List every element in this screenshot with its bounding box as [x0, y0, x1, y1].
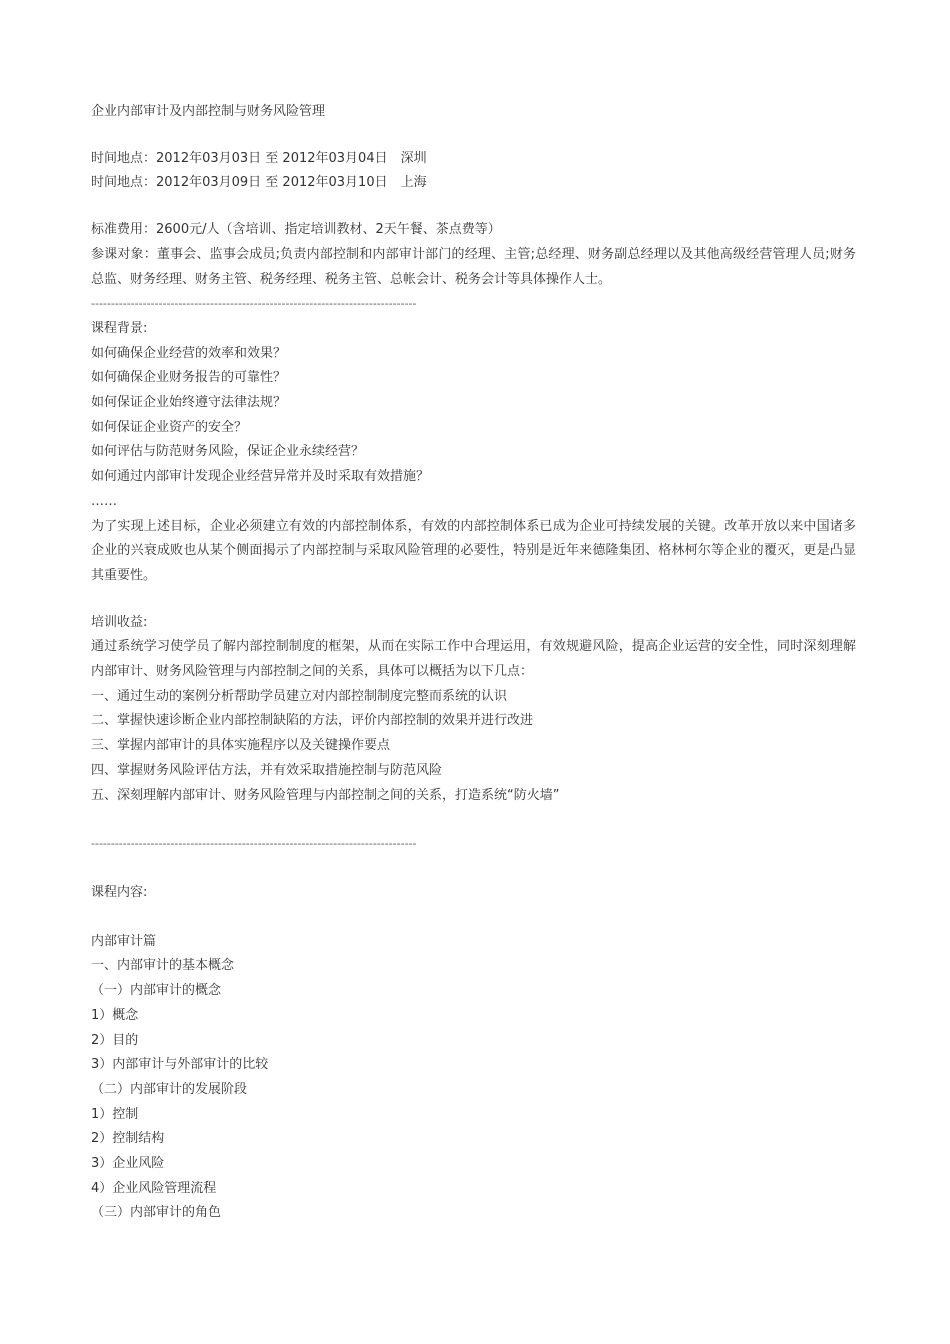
benefit-item: 三、掌握内部审计的具体实施程序以及关键操作要点: [91, 738, 391, 754]
benefits-heading: 培训收益:: [91, 614, 148, 630]
content-line: 4）企业风险管理流程: [91, 1180, 217, 1196]
content-heading: 课程内容:: [91, 884, 148, 900]
benefit-item: 四、掌握财务风险评估方法，并有效采取措施控制与防范风险: [91, 762, 443, 778]
background-question: 如何保证企业始终遵守法律法规？: [91, 395, 287, 411]
background-question: 如何通过内部审计发现企业经营异常并及时采取有效措施？: [91, 469, 430, 485]
document-body: [91, 100, 856, 1226]
content-section-title: 内部审计篇: [91, 933, 157, 949]
background-question: 如何评估与防范财务风险，保证企业永续经营？: [91, 444, 365, 460]
content-line: 2）目的: [91, 1032, 139, 1048]
divider-line: ----------------------------------------------------------------------------------: [91, 837, 417, 851]
divider-line: ----------------------------------------------------------------------------------: [91, 297, 417, 311]
background-paragraph: 为了实现上述目标，企业必须建立有效的内部控制体系，有效的内部控制体系已成为企业可持续发展的关键。改革开放以来中国诸多企业的兴衰成败也从某个侧面揭示了内部控制与采取风险管理的必要性，特别是近年来德隆集团、格林柯尔等企业的覆灭，更是凸显其重要性。: [91, 518, 856, 583]
spacer: [91, 196, 856, 218]
content-line: 1）概念: [91, 1007, 139, 1023]
content-line: 1）控制: [91, 1106, 139, 1122]
spacer: [91, 589, 856, 611]
schedule-shanghai: 时间地点：2012年03月09日 至 2012年03月10日 上海: [91, 175, 427, 191]
content-line: （二）内部审计的发展阶段: [91, 1081, 248, 1097]
content-line: 2）控制结构: [91, 1131, 165, 1147]
benefit-item: 一、通过生动的案例分析帮助学员建立对内部控制制度完整而系统的认识: [91, 688, 508, 704]
background-heading: 课程背景:: [91, 320, 148, 336]
content-line: 3）内部审计与外部审计的比较: [91, 1057, 269, 1073]
background-question: 如何保证企业资产的安全？: [91, 419, 248, 435]
spacer: [91, 125, 856, 147]
background-ellipsis: ……: [91, 493, 117, 509]
content-line: 一、内部审计的基本概念: [91, 958, 235, 974]
spacer: [91, 906, 856, 930]
fee-line: 标准费用：2600元/人（含培训、指定培训教材、2天午餐、茶点费等）: [91, 222, 501, 238]
benefits-intro: 通过系统学习使学员了解内部控制制度的框架，从而在实际工作中合理运用，有效规避风险，提高企业运营的安全性，同时深刻理解内部审计、财务风险管理与内部控制之间的关系，具体可以概括为以下几点：: [91, 639, 856, 680]
benefit-item: 二、掌握快速诊断企业内部控制缺陷的方法，评价内部控制的效果并进行改进: [91, 713, 534, 729]
spacer: [91, 808, 856, 832]
schedule-shenzhen: 时间地点：2012年03月03日 至 2012年03月04日 深圳: [91, 150, 427, 166]
spacer: [91, 857, 856, 881]
document-title: 企业内部审计及内部控制与财务风险管理: [91, 104, 326, 119]
background-question: 如何确保企业经营的效率和效果？: [91, 345, 287, 361]
background-question: 如何确保企业财务报告的可靠性？: [91, 370, 287, 386]
benefit-item: 五、深刻理解内部审计、财务风险管理与内部控制之间的关系，打造系统“防火墙”: [91, 787, 560, 803]
content-line: 3）企业风险: [91, 1156, 165, 1172]
content-line: （一）内部审计的概念: [91, 983, 222, 999]
content-line: （三）内部审计的角色: [91, 1205, 222, 1221]
audience-paragraph: 参课对象：董事会、监事会成员;负责内部控制和内部审计部门的经理、主管;总经理、财务副总经理以及其他高级经营管理人员;财务总监、财务经理、财务主管、税务经理、税务主管、总帐会计、税务会计等具体操作人士。: [91, 246, 856, 287]
